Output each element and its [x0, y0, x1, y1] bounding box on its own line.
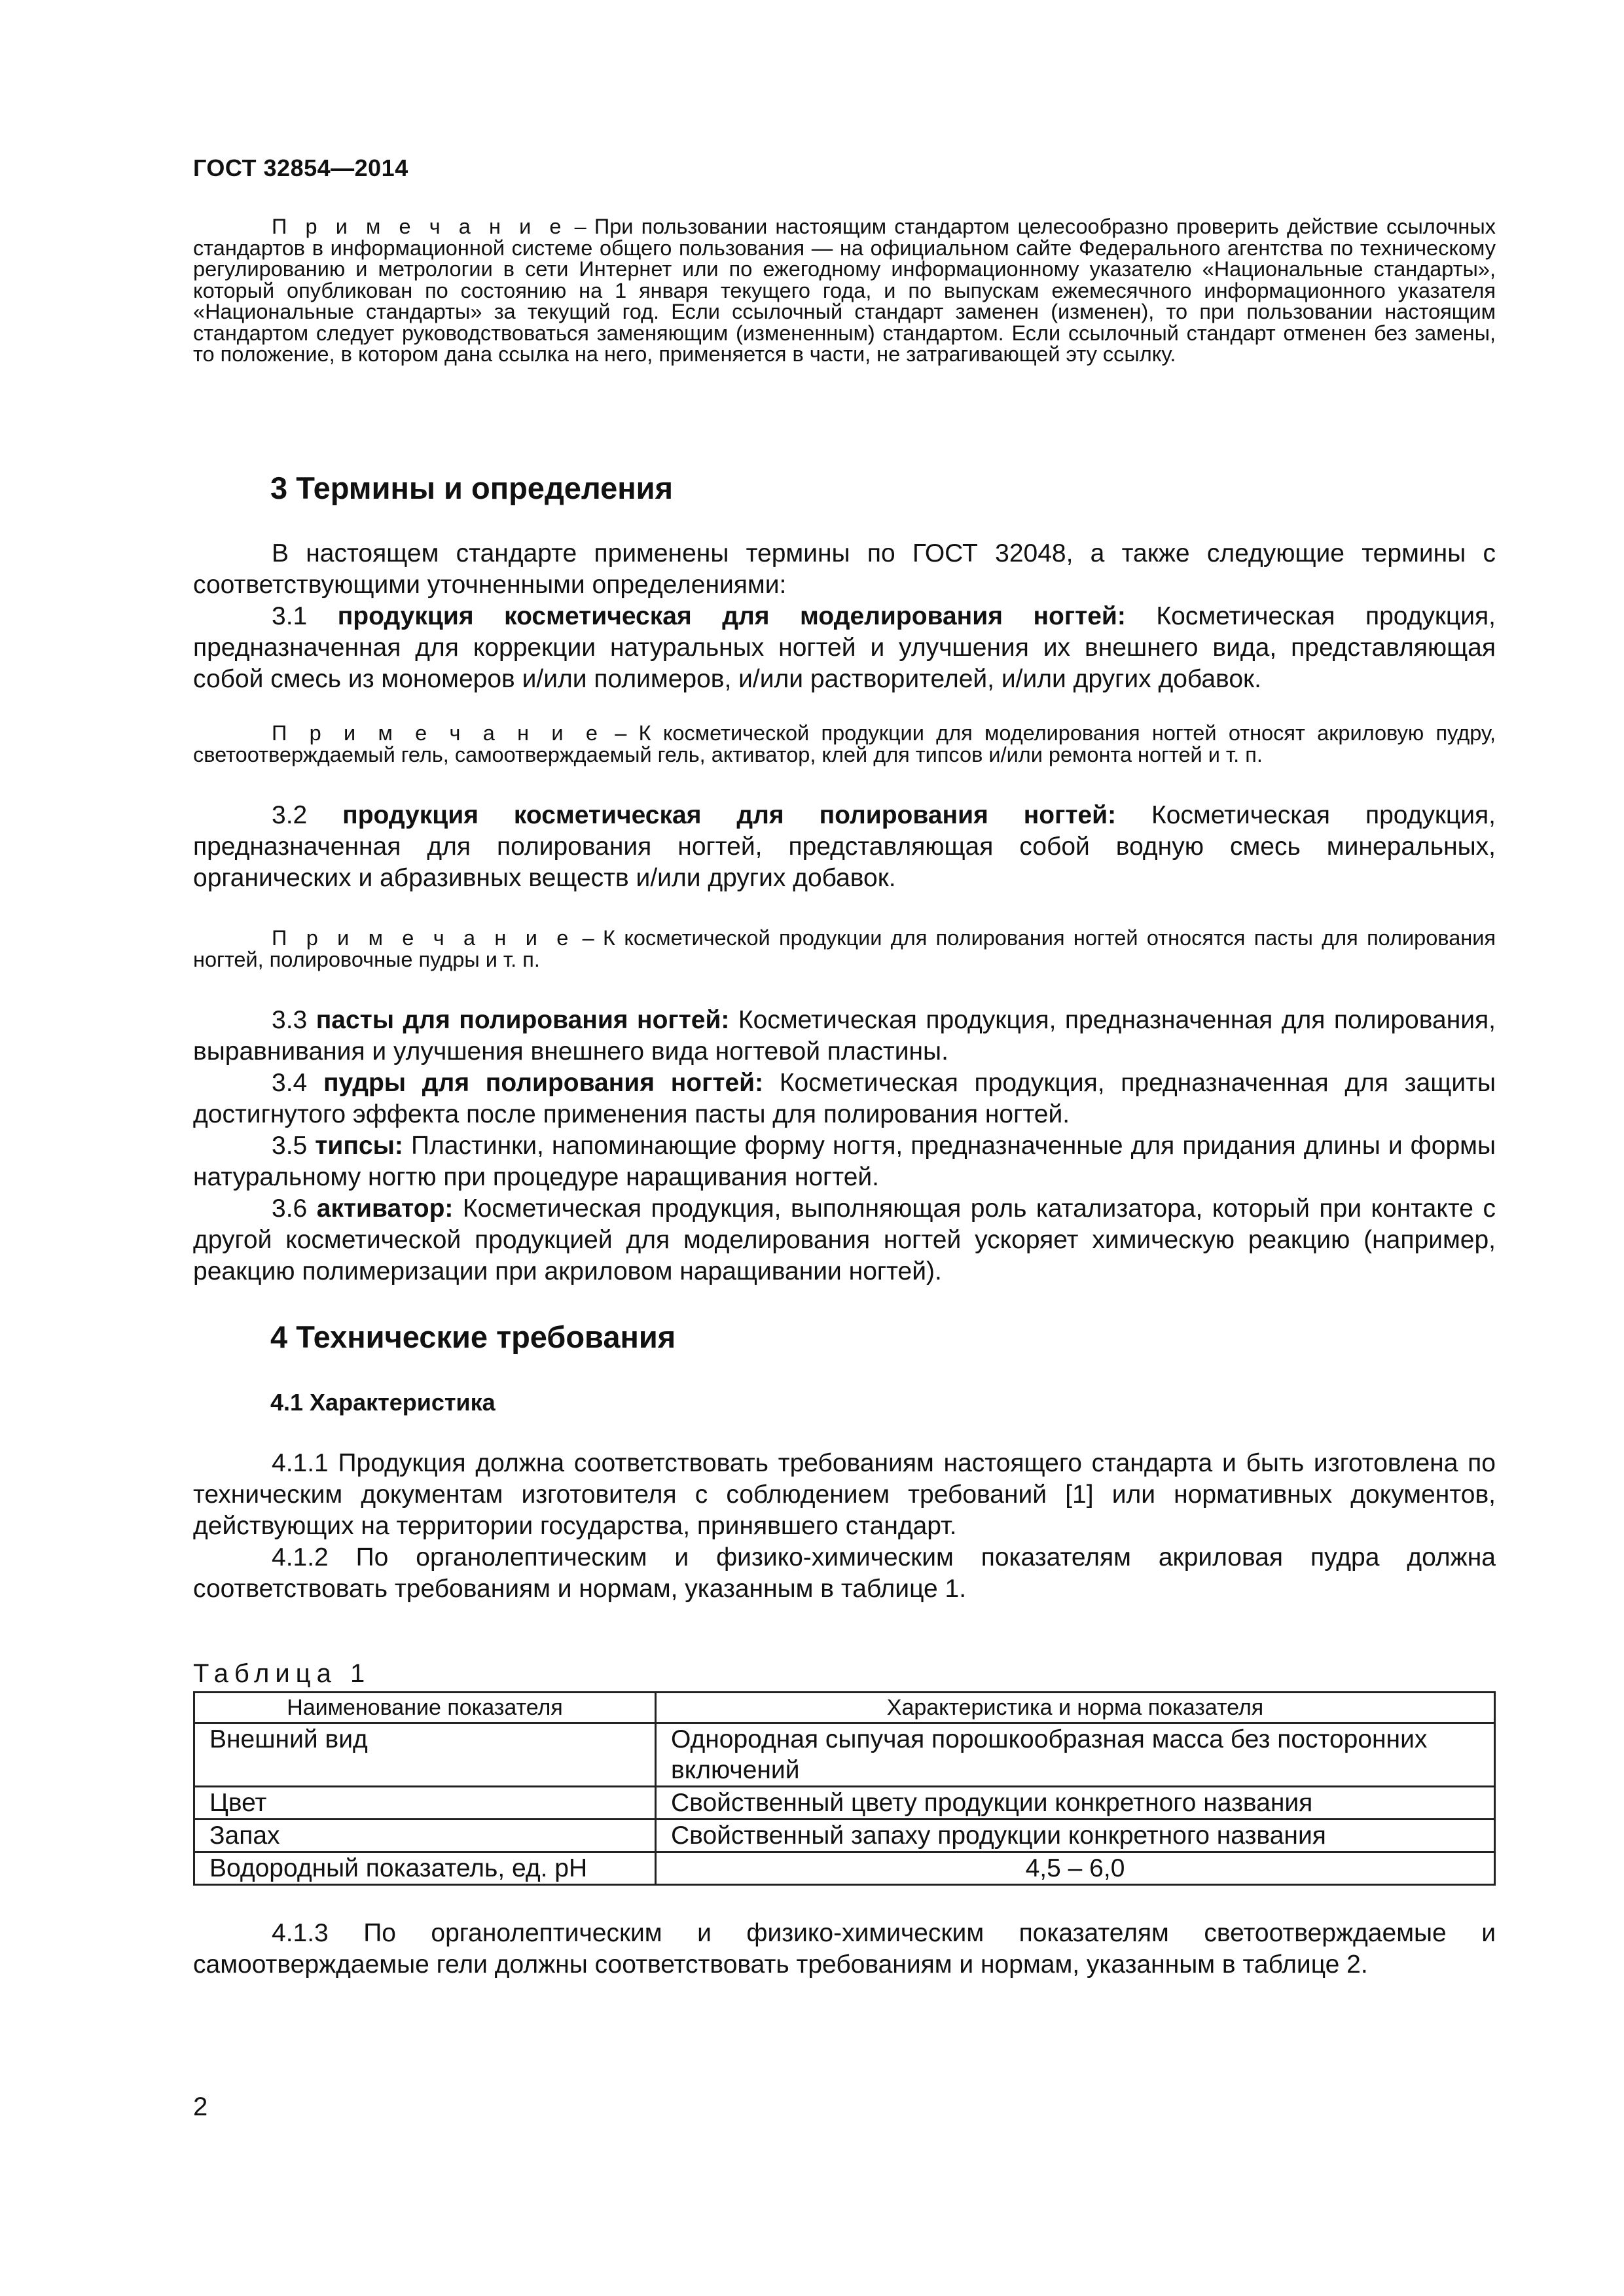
term-3-2-block	[193, 800, 1496, 894]
paragraph-4-1-1: 4.1.1 Продукция должна соответствовать требованиям настоящего стандарта и быть изготовлена по техническим документам изготовителя с соблюдением требований [1] или нормативных документов, действующих на территории государства, принявшего стандарт.	[193, 1449, 1496, 1540]
table-1-caption: Таблица 1	[193, 1659, 371, 1688]
note-referenced-standards	[193, 216, 1496, 365]
section-3-heading: 3 Термины и определения	[270, 471, 673, 505]
note-label: П р и м е ч а н и е	[272, 215, 567, 238]
term-3-3: 3.3 пасты для полирования ногтей: Косметическая продукция, предназначенная для полирования, выравнивания и улучшения внешнего вида ногтевой пластины.	[193, 1006, 1496, 1066]
table-header-row	[194, 1693, 1495, 1723]
table-row	[194, 1787, 1495, 1820]
table-row	[194, 1852, 1495, 1885]
section-3-intro: В настоящем стандарте применены термины по ГОСТ 32048, а также следующие термины с соответствующими уточненными определениями:	[193, 539, 1496, 599]
paragraph-4-1-2: 4.1.2 По органолептическим и физико-химическим показателям акриловая пудра должна соответствовать требованиям и нормам, указанным в таблице 1.	[193, 1543, 1496, 1603]
table-cell: 4,5 – 6,0	[656, 1852, 1495, 1885]
table-header-cell: Наименование показателя	[194, 1693, 656, 1723]
section-4-heading: 4 Технические требования	[270, 1319, 676, 1354]
section-3-terms	[193, 538, 1496, 695]
table-cell: Водородный показатель, ед. pH	[194, 1852, 656, 1885]
table-row	[194, 1723, 1495, 1787]
note-3-2: П р и м е ч а н и е – К косметической продукции для полирования ногтей относятся пасты для полирования ногтей, полировочные пудры и т. п.	[193, 926, 1496, 971]
term-3-5: 3.5 типсы: Пластинки, напоминающие форму ногтя, предназначенные для придания длины и формы натуральному ногтю при процедуре наращивания ногтей.	[193, 1132, 1496, 1191]
table-cell: Запах	[194, 1820, 656, 1852]
paragraph-4-1-3-block	[193, 1918, 1496, 1981]
term-3-4: 3.4 пудры для полирования ногтей: Косметическая продукция, предназначенная для защиты достигнутого эффекта после применения пасты для полирования ногтей.	[193, 1069, 1496, 1128]
table-row	[194, 1820, 1495, 1852]
table-cell: Свойственный цвету продукции конкретного названия	[656, 1787, 1495, 1820]
page-number: 2	[193, 2092, 208, 2121]
table-1	[193, 1691, 1496, 1886]
paragraph-4-1-3: 4.1.3 По органолептическим и физико-химическим показателям светоотверждаемые и самоотверждаемые гели должны соответствовать требованиям и нормам, указанным в таблице 2.	[193, 1919, 1496, 1979]
subsection-4-1-heading: 4.1 Характеристика	[270, 1389, 496, 1416]
terms-3-3-to-3-6	[193, 1005, 1496, 1287]
table-cell: Цвет	[194, 1787, 656, 1820]
term-3-6: 3.6 активатор: Косметическая продукция, выполняющая роль катализатора, который при контакте с другой косметической продукцией для моделирования ногтей ускоряет химическую реакцию (например, реакцию полимеризации при акриловом наращивании ногтей).	[193, 1194, 1496, 1285]
table-cell: Свойственный запаху продукции конкретного названия	[656, 1820, 1495, 1852]
table-cell: Однородная сыпучая порошкообразная масса без посторонних включений	[656, 1723, 1495, 1787]
table-cell: Внешний вид	[194, 1723, 656, 1787]
document-header: ГОСТ 32854—2014	[193, 154, 408, 181]
section-4-1-paragraphs	[193, 1448, 1496, 1605]
term-3-1: 3.1 продукция косметическая для моделирования ногтей: Косметическая продукция, предназначенная для коррекции натуральных ногтей и улучшения их внешнего вида, представляющая собой смесь из мономеров и/или полимеров, и/или растворителей, и/или других добавок.	[193, 602, 1496, 693]
term-3-2: 3.2 продукция косметическая для полирования ногтей: Косметическая продукция, предназначенная для полирования ногтей, представляющая собой водную смесь минеральных, органических и абразивных веществ и/или других добавок.	[193, 801, 1496, 892]
note-3-1: П р и м е ч а н и е – К косметической продукции для моделирования ногтей относят акриловую пудру, светоотверждаемый гель, самоотверждаемый гель, активатор, клей для типсов и/или ремонта ногтей и т. п.	[193, 721, 1496, 766]
note-text: – При пользовании настоящим стандартом целесообразно проверить действие ссылочных стандартов в информационной системе общего пользования — на официальном сайте Федерального агентства по техническому регулированию и метрологии в сети Интернет или по ежегодному информационному указателю «Национальные стандарты», который опубликован по состоянию на 1 января текущего года, и по выпускам ежемесячного информационного указателя «Национальные стандарты» за текущий год. Если ссылочный стандарт заменен (изменен), то при пользовании настоящим стандартом следует руководствоваться заменяющим (измененным) стандартом. Если ссылочный стандарт отменен без замены, то положение, в котором дана ссылка на него, применяется в части, не затрагивающей эту ссылку.	[193, 215, 1496, 366]
table-header-cell: Характеристика и норма показателя	[656, 1693, 1495, 1723]
